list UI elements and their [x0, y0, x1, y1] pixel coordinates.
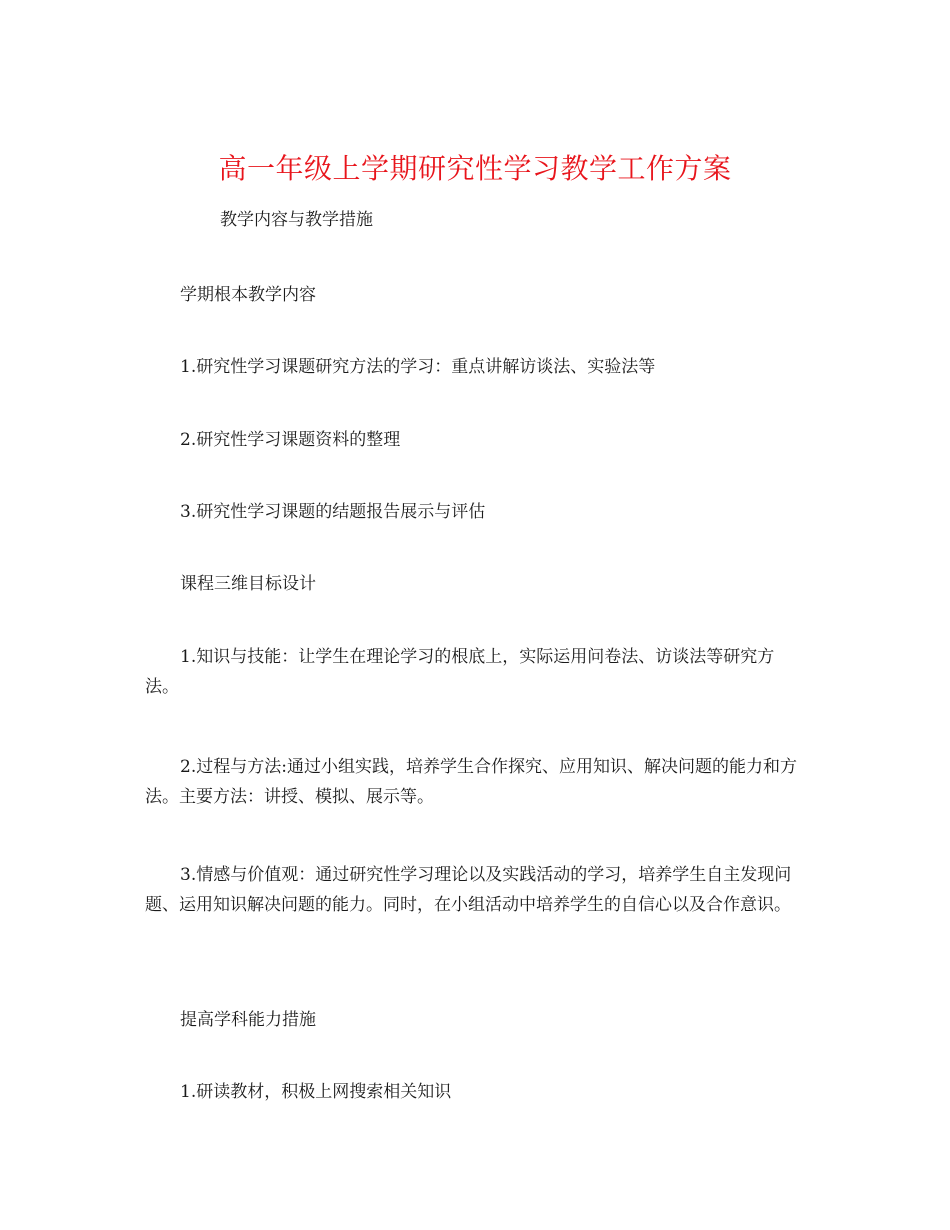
paragraph-content-item-1: 1.研究性学习课题研究方法的学习：重点讲解访谈法、实验法等: [180, 357, 656, 377]
paragraph-goal-knowledge: 1.知识与技能：让学生在理论学习的根底上，实际运用问卷法、访谈法等研究方法。: [145, 647, 775, 697]
paragraph-goal-emotion: 3.情感与价值观：通过研究性学习理论以及实践活动的学习，培养学生自主发现问题、运用知识解决问题的能力。同时，在小组活动中培养学生的自信心以及合作意识。: [145, 865, 792, 915]
paragraph-measure-item-1: 1.研读教材，积极上网搜索相关知识: [180, 1082, 452, 1102]
paragraph-measures-heading: 提高学科能力措施: [180, 1010, 316, 1030]
paragraph-semester-content-heading: 学期根本教学内容: [180, 285, 316, 305]
paragraph-goal-process: 2.过程与方法:通过小组实践，培养学生合作探究、应用知识、解决问题的能力和方法。主要方法：讲授、模拟、展示等。: [145, 757, 797, 807]
paragraph-content-item-2: 2.研究性学习课题资料的整理: [180, 430, 401, 450]
paragraph-content-item-3: 3.研究性学习课题的结题报告展示与评估: [180, 502, 486, 522]
paragraph-teaching-content-measures: 教学内容与教学措施: [220, 210, 373, 230]
document-title: 高一年级上学期研究性学习教学工作方案: [218, 151, 732, 185]
paragraph-goals-heading: 课程三维目标设计: [180, 574, 316, 594]
